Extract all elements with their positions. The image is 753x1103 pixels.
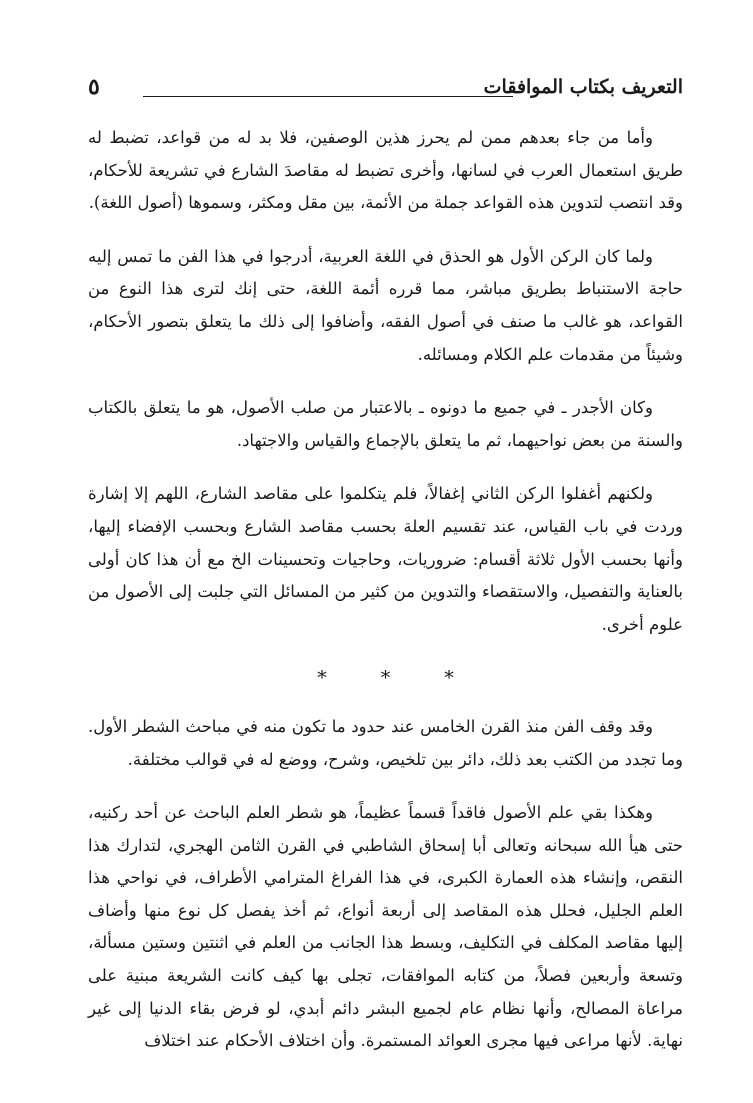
section-separator: * * * bbox=[317, 667, 478, 690]
header-rule bbox=[143, 96, 513, 97]
paragraph: وقد وقف الفن منذ القرن الخامس عند حدود ما تكون منه في مباحث الشطر الأول. وما تجدد من الكتب بعد ذلك، دائر بين تلخيص، وشرح، ووضع له في قوالب مختلفة. bbox=[88, 716, 683, 769]
header-title: التعريف بكتاب الموافقات bbox=[483, 76, 683, 98]
page-number: ٥ bbox=[88, 74, 100, 100]
paragraph: ولما كان الركن الأول هو الحذق في اللغة العربية، أدرجوا في هذا الفن ما تمس إليه حاجة الاستنباط بطريق مباشر، مما قرره أئمة اللغة، حتى إنك لترى هذا النوع من القواعد، هو غالب ما صنف في أصول الفقه، وأضافوا إلى ذلك ما يتعلق بتصور الأحكام، وشيئاً من مقدمات علم الكلام ومسائله. bbox=[88, 246, 683, 364]
running-header bbox=[88, 70, 683, 110]
paragraph: وأما من جاء بعدهم ممن لم يحرز هذين الوصفين، فلا بد له من قواعد، تضبط له طريق استعمال العرب في لسانها، وأخرى تضبط له مقاصدَ الشارع في تشريعة للأحكام، وقد انتصب لتدوين هذه القواعد جملة من الأئمة، بين مقل ومكثر، وسموها (أصول اللغة). bbox=[88, 128, 683, 213]
paragraph: وهكذا بقي علم الأصول فاقداً قسماً عظيماً، هو شطر العلم الباحث عن أحد ركنيه، حتى هيأ الله سبحانه وتعالى أبا إسحاق الشاطبي في القرن الثامن الهجري، لتدارك هذا النقص، وإنشاء هذه العمارة الكبرى، في هذا الفراغ المترامي الأطراف، في نواحي هذا العلم الجليل، فحلل هذه المقاصد إلى أربعة أنواع، ثم أخذ يفصل كل نوع منها وأضاف إليها مقاصد المكلف في التكليف، وبسط هذا الجانب من العلم في اثنتين وستين مسألة، وتسعة وأربعين فصلاً، من كتابه الموافقات، تجلى بها كيف كانت الشريعة مبنية على مراعاة المصالح، وأنها نظام عام لجميع البشر دائم أبدي، لو فرض بقاء الدنيا إلى غير نهاية. لأنها مراعى فيها مجرى العوائد المستمرة. وأن اختلاف الأحكام عند اختلاف bbox=[88, 803, 683, 1051]
page-body bbox=[88, 122, 683, 1079]
paragraph: ولكنهم أغفلوا الركن الثاني إغفالاً، فلم يتكلموا على مقاصد الشارع، اللهم إلا إشارة وردت في باب القياس، عند تقسيم العلة بحسب مقاصد الشارع وبحسب الإفضاء إليها، وأنها بحسب الأول ثلاثة أقسام: ضروريات، وحاجيات وتحسينات الخ مع أن هذا كان أولى بالعناية والتفصيل، والاستقصاء والتدوين من كثير من المسائل التي جلبت إلى الأصول من علوم أخرى. bbox=[88, 484, 683, 634]
paragraph: وكان الأجدر ـ في جميع ما دونوه ـ بالاعتبار من صلب الأصول، هو ما يتعلق بالكتاب والسنة من بعض نواحيهما، ثم ما يتعلق بالإجماع والقياس والاجتهاد. bbox=[88, 398, 683, 450]
